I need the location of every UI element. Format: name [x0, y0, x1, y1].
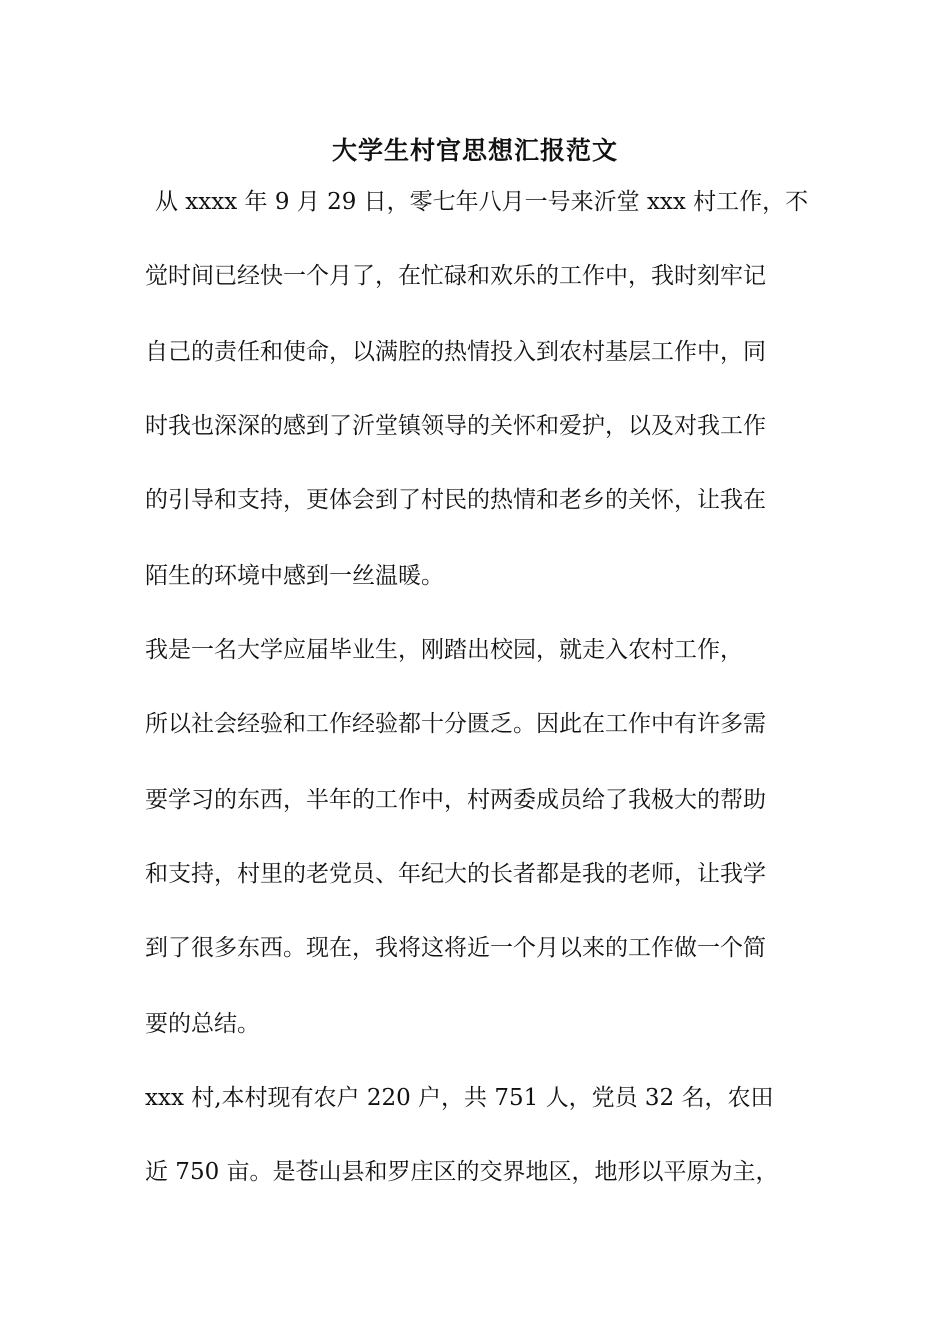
paragraph-1-line-4: 时我也深深的感到了沂堂镇领导的关怀和爱护，以及对我工作: [145, 413, 766, 439]
paragraph-3-line-2: 近 750 亩。是苍山县和罗庄区的交界地区，地形以平原为主，: [145, 1159, 779, 1185]
paragraph-2-line-4: 和支持，村里的老党员、年纪大的长者都是我的老师，让我学: [145, 861, 766, 887]
paragraph-2-line-5: 到了很多东西。现在，我将这将近一个月以来的工作做一个简: [145, 935, 766, 961]
paragraph-2-line-3: 要学习的东西，半年的工作中，村两委成员给了我极大的帮助: [145, 787, 766, 813]
paragraph-1-line-1: 从 xxxx 年 9 月 29 日，零七年八月一号来沂堂 xxx 村工作，不: [155, 189, 809, 215]
paragraph-1-line-2: 觉时间已经快一个月了，在忙碌和欢乐的工作中，我时刻牢记: [145, 263, 766, 289]
document-title: 大学生村官思想汇报范文: [331, 136, 618, 165]
paragraph-1-line-6: 陌生的环境中感到一丝温暖。: [145, 563, 444, 589]
paragraph-3-line-1: xxx 村,本村现有农户 220 户，共 751 人，党员 32 名，农田: [145, 1085, 774, 1111]
paragraph-1-line-5: 的引导和支持，更体会到了村民的热情和老乡的关怀，让我在: [145, 487, 766, 513]
paragraph-2-line-2: 所以社会经验和工作经验都十分匮乏。因此在工作中有许多需: [145, 711, 766, 737]
paragraph-2-line-6: 要的总结。: [145, 1011, 260, 1037]
paragraph-1-line-3: 自己的责任和使命，以满腔的热情投入到农村基层工作中，同: [145, 339, 766, 365]
paragraph-2-line-1: 我是一名大学应届毕业生，刚踏出校园，就走入农村工作，: [145, 637, 743, 663]
